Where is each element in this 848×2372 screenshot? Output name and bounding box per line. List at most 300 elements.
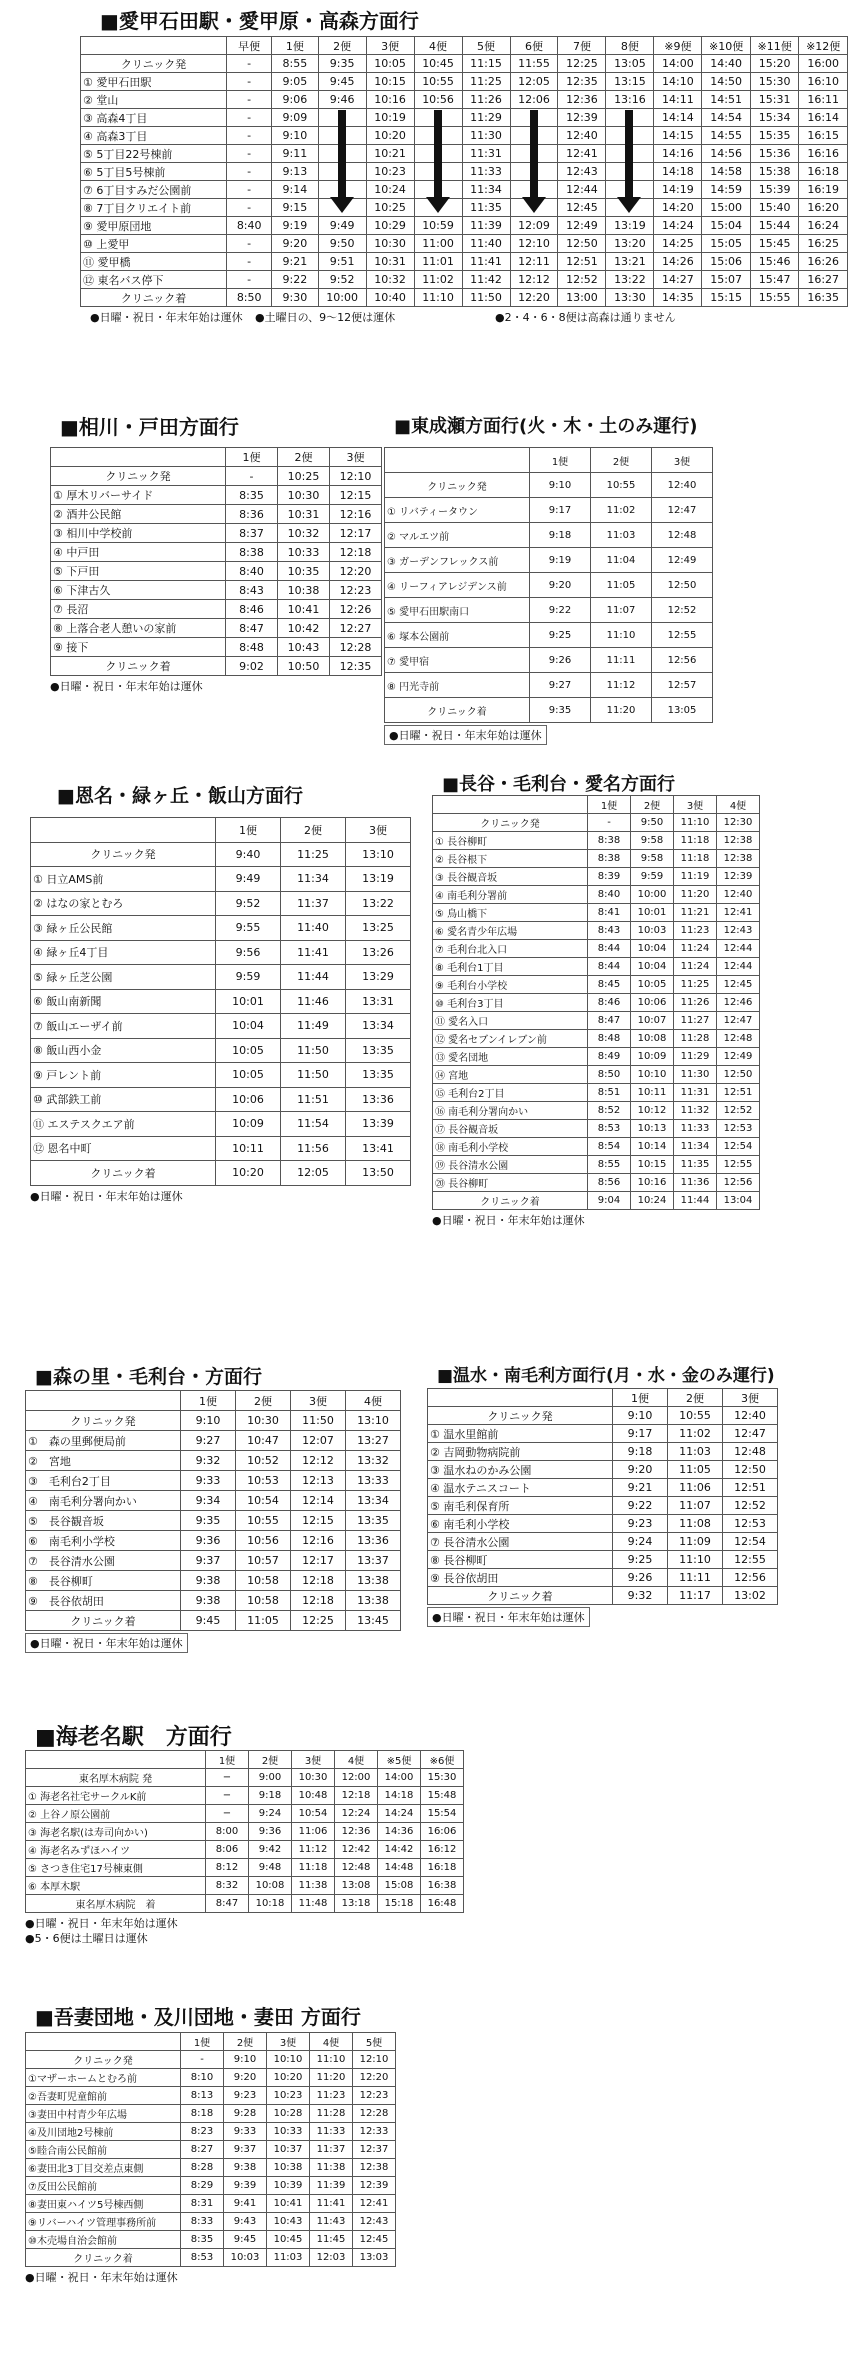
table-row: [26, 2087, 396, 2105]
departure-time: 11:56: [281, 1136, 346, 1161]
stop-name: ① 海老名社宅サークルK前: [26, 1787, 206, 1805]
departure-time: 12:17: [330, 524, 382, 543]
stop-name: ⑥ 本厚木駅: [26, 1877, 206, 1895]
departure-time: 11:42: [462, 271, 510, 289]
stop-name: ⑦ 6丁目すみだ公園前: [81, 181, 227, 199]
table-row: [81, 73, 848, 91]
departure-time: 12:52: [558, 271, 606, 289]
table-row: [81, 163, 848, 181]
section-title: ■温水・南毛利方面行(月・水・金のみ運行): [437, 1366, 775, 1386]
departure-time: 13:29: [346, 965, 411, 990]
departure-time: 15:38: [750, 163, 799, 181]
departure-time: 12:23: [353, 2087, 396, 2105]
departure-time: 12:49: [652, 548, 713, 573]
stop-name: ⑪ 愛名入口: [433, 1012, 588, 1030]
departure-time: 14:35: [654, 289, 702, 307]
table-row: [26, 1787, 464, 1805]
table-row: [433, 1156, 760, 1174]
column-header: 4便: [335, 1751, 378, 1769]
stop-name: ④ 南毛利分署向かい: [26, 1491, 181, 1511]
departure-time: 8:31: [181, 2195, 224, 2213]
departure-time: 11:33: [310, 2123, 353, 2141]
departure-time: 15:20: [750, 55, 799, 73]
departure-time: 9:25: [613, 1551, 668, 1569]
table-row: [81, 289, 848, 307]
departure-time: 10:40: [366, 289, 414, 307]
departure-time: 10:55: [591, 473, 652, 498]
departure-time: 14:14: [654, 109, 702, 127]
departure-time: 11:10: [414, 289, 462, 307]
departure-time: 13:50: [346, 1161, 411, 1186]
departure-time: 8:06: [206, 1841, 249, 1859]
departure-time: 10:25: [366, 199, 414, 217]
stop-name: ⑧ 毛利台1丁目: [433, 958, 588, 976]
departure-time: 9:09: [272, 109, 319, 127]
departure-time: 13:39: [346, 1112, 411, 1137]
departure-time: -: [227, 127, 272, 145]
departure-time: 11:05: [668, 1461, 723, 1479]
departure-time: 9:24: [613, 1533, 668, 1551]
departure-time: 11:37: [310, 2141, 353, 2159]
stop-name: ①マザーホームとむろ前: [26, 2069, 181, 2087]
section-higashi-naruse: [384, 407, 713, 741]
departure-time: 10:31: [366, 253, 414, 271]
table-row: [31, 1161, 411, 1186]
departure-time: 10:29: [366, 217, 414, 235]
table-row: [31, 891, 411, 916]
table-row: [81, 127, 848, 145]
departure-time: 11:41: [462, 253, 510, 271]
departure-time: 14:25: [654, 235, 702, 253]
table-row: [26, 1411, 401, 1431]
departure-time: 10:15: [631, 1156, 674, 1174]
departure-time: 11:29: [674, 1048, 717, 1066]
stop-name: ① リバティータウン: [385, 498, 530, 523]
departure-time: 11:02: [591, 498, 652, 523]
service-note: ●日曜・祝日・年末年始は運休: [90, 311, 243, 324]
stop-name: ② 酒井公民館: [51, 505, 226, 524]
departure-time: 16:48: [421, 1895, 464, 1913]
header-row: [428, 1389, 778, 1407]
departure-time: 8:35: [181, 2231, 224, 2249]
table-row: [385, 598, 713, 623]
departure-time: 11:00: [414, 235, 462, 253]
timetable: [427, 1388, 778, 1605]
departure-time: 11:46: [281, 989, 346, 1014]
departure-time: −: [206, 1769, 249, 1787]
departure-time: -: [588, 814, 631, 832]
departure-time: 9:32: [181, 1451, 236, 1471]
departure-time: 11:32: [674, 1102, 717, 1120]
departure-time: 13:45: [346, 1611, 401, 1631]
departure-time: 16:18: [799, 163, 848, 181]
table-row: [26, 1531, 401, 1551]
departure-time: -: [227, 235, 272, 253]
stop-name: ① 愛甲石田駅: [81, 73, 227, 91]
departure-time: 11:34: [462, 181, 510, 199]
column-header: 4便: [346, 1391, 401, 1411]
departure-time: 12:13: [291, 1471, 346, 1491]
table-row: [31, 1014, 411, 1039]
table-row: [51, 562, 382, 581]
stop-name: ⑫ 恩名中町: [31, 1136, 216, 1161]
departure-time: 11:23: [674, 922, 717, 940]
section-title: ■吾妻団地・及川団地・妻田 方面行: [35, 2005, 361, 2029]
table-row: [31, 842, 411, 867]
table-row: [26, 2195, 396, 2213]
section-azuma-oikawa: [25, 2002, 396, 2285]
departure-time: 8:52: [588, 1102, 631, 1120]
stop-name: ④及川団地2号棟前: [26, 2123, 181, 2141]
table-row: [433, 976, 760, 994]
departure-time: 9:20: [224, 2069, 267, 2087]
service-note: ●日曜・祝日・年末年始は運休: [432, 1214, 585, 1227]
departure-time: 15:48: [421, 1787, 464, 1805]
departure-time: 11:33: [462, 163, 510, 181]
departure-time: 8:55: [272, 55, 319, 73]
departure-time: 12:37: [353, 2141, 396, 2159]
departure-time: 12:48: [652, 523, 713, 548]
departure-time: 12:54: [717, 1138, 760, 1156]
table-row: [433, 1012, 760, 1030]
departure-time: 12:57: [652, 673, 713, 698]
departure-time: 10:04: [631, 958, 674, 976]
departure-time: 11:35: [462, 199, 510, 217]
departure-time: 12:47: [717, 1012, 760, 1030]
departure-time: 10:16: [631, 1174, 674, 1192]
departure-time: 13:19: [346, 867, 411, 892]
departure-time: 11:25: [281, 842, 346, 867]
departure-time: 10:06: [631, 994, 674, 1012]
stop-name: ⑥ 愛名青少年広場: [433, 922, 588, 940]
table-row: [433, 1030, 760, 1048]
table-row: [433, 886, 760, 904]
departure-time: 12:09: [510, 217, 558, 235]
departure-time: 9:21: [272, 253, 319, 271]
departure-time: -: [227, 109, 272, 127]
departure-time: 13:16: [606, 91, 654, 109]
stop-name: ⑫ 東名バス停下: [81, 271, 227, 289]
departure-time: 15:39: [750, 181, 799, 199]
table-row: [51, 467, 382, 486]
departure-time: 9:14: [272, 181, 319, 199]
column-header: 4便: [717, 796, 760, 814]
departure-time: 9:00: [249, 1769, 292, 1787]
departure-time: 9:40: [216, 842, 281, 867]
departure-time: 14:40: [702, 55, 751, 73]
section-title: ■森の里・毛利台・方面行: [35, 1366, 262, 1388]
column-header: 3便: [330, 448, 382, 467]
header-row: [26, 1751, 464, 1769]
departure-time: 16:10: [799, 73, 848, 91]
departure-time: 12:20: [330, 562, 382, 581]
departure-time: 10:12: [631, 1102, 674, 1120]
stop-name: ⑤ 5丁目22号棟前: [81, 145, 227, 163]
timetable: [50, 447, 382, 676]
stop-name: 東名厚木病院 着: [26, 1895, 206, 1913]
stop-name: ⑪ エステスクエア前: [31, 1112, 216, 1137]
departure-time: 10:04: [216, 1014, 281, 1039]
departure-time: 12:10: [353, 2051, 396, 2069]
departure-time: 8:38: [226, 543, 278, 562]
departure-time: 12:18: [291, 1591, 346, 1611]
stop-name: ④ リーフィアレジデンス前: [385, 573, 530, 598]
departure-time: 16:12: [421, 1841, 464, 1859]
timetable: [432, 795, 760, 1210]
column-header: ※9便: [654, 37, 702, 55]
departure-time: 12:56: [723, 1569, 778, 1587]
column-header: 3便: [291, 1391, 346, 1411]
departure-time: 9:19: [530, 548, 591, 573]
stop-name: ⑦ 長沼: [51, 600, 226, 619]
departure-time: 12:43: [558, 163, 606, 181]
timetable: [80, 36, 848, 307]
table-row: [433, 1138, 760, 1156]
section-aikawa-toda: [50, 407, 382, 694]
departure-time: 10:00: [631, 886, 674, 904]
departure-time: 10:45: [267, 2231, 310, 2249]
departure-time: 9:51: [318, 253, 366, 271]
departure-time: 11:03: [267, 2249, 310, 2267]
table-row: [31, 1038, 411, 1063]
departure-time: 12:40: [558, 127, 606, 145]
column-header: [433, 796, 588, 814]
departure-time: 16:06: [421, 1823, 464, 1841]
service-note: ●日曜・祝日・年末年始は運休: [25, 1633, 188, 1653]
column-header: 3便: [346, 818, 411, 843]
departure-time: 9:55: [216, 916, 281, 941]
stop-name: ① 温水里館前: [428, 1425, 613, 1443]
departure-time: 10:10: [267, 2051, 310, 2069]
header-row: [26, 2033, 396, 2051]
table-row: [26, 2249, 396, 2267]
stop-name: ② 吉岡動物病院前: [428, 1443, 613, 1461]
departure-time: 9:46: [318, 91, 366, 109]
column-header: [26, 1751, 206, 1769]
departure-time: 11:39: [462, 217, 510, 235]
stop-name: ③ 海老名駅(は寿司向かい): [26, 1823, 206, 1841]
departure-time: 12:44: [717, 958, 760, 976]
departure-time: 12:28: [353, 2105, 396, 2123]
section-morinosato: [25, 1365, 401, 1649]
departure-time: 8:44: [588, 940, 631, 958]
departure-time: 8:43: [226, 581, 278, 600]
departure-time: 12:15: [330, 486, 382, 505]
departure-time: 14:59: [702, 181, 751, 199]
departure-time: 12:44: [558, 181, 606, 199]
stop-name: ②吾妻町児童館前: [26, 2087, 181, 2105]
departure-time: 11:31: [674, 1084, 717, 1102]
table-row: [51, 543, 382, 562]
departure-time: 12:44: [717, 940, 760, 958]
table-row: [51, 524, 382, 543]
departure-time: 10:20: [216, 1161, 281, 1186]
departure-time: 9:27: [181, 1431, 236, 1451]
departure-time: 9:38: [224, 2159, 267, 2177]
departure-time: 11:05: [236, 1611, 291, 1631]
stop-name: ③ ガーデンフレックス前: [385, 548, 530, 573]
departure-time: 15:05: [702, 235, 751, 253]
stop-name: クリニック着: [385, 698, 530, 723]
column-header: 2便: [249, 1751, 292, 1769]
stop-name: ④ 緑ヶ丘4丁目: [31, 940, 216, 965]
departure-time: 16:00: [799, 55, 848, 73]
stop-name: ② 堂山: [81, 91, 227, 109]
column-header: 2便: [631, 796, 674, 814]
departure-time: 14:19: [654, 181, 702, 199]
departure-time: 12:47: [652, 498, 713, 523]
down-arrow-icon: [625, 110, 633, 198]
stop-name: ⑤ さつき住宅17号棟東側: [26, 1859, 206, 1877]
departure-time: 15:35: [750, 127, 799, 145]
departure-time: 9:10: [613, 1407, 668, 1425]
column-header: 4便: [414, 37, 462, 55]
departure-time: 10:30: [236, 1411, 291, 1431]
stop-name: ② 上谷ノ原公園前: [26, 1805, 206, 1823]
departure-time: 13:30: [606, 289, 654, 307]
stop-name: ③ 相川中学校前: [51, 524, 226, 543]
departure-time: 14:42: [378, 1841, 421, 1859]
departure-time: 16:11: [799, 91, 848, 109]
departure-time: 11:28: [674, 1030, 717, 1048]
stop-name: ⑯ 南毛利分署向かい: [433, 1102, 588, 1120]
departure-time: 8:53: [588, 1120, 631, 1138]
stop-name: ① 森の里郵便局前: [26, 1431, 181, 1451]
table-row: [428, 1425, 778, 1443]
section-title: ■恩名・緑ヶ丘・飯山方面行: [57, 785, 303, 807]
departure-time: 11:20: [674, 886, 717, 904]
stop-name: ⑤睦合南公民館前: [26, 2141, 181, 2159]
departure-time: 10:35: [278, 562, 330, 581]
departure-time: -: [227, 199, 272, 217]
departure-time: 15:00: [702, 199, 751, 217]
departure-time: 15:31: [750, 91, 799, 109]
departure-time: 11:26: [462, 91, 510, 109]
departure-time: 12:05: [510, 73, 558, 91]
departure-time: 10:55: [668, 1407, 723, 1425]
departure-time: 9:48: [249, 1859, 292, 1877]
stop-name: ⑬ 愛名団地: [433, 1048, 588, 1066]
table-row: [26, 1511, 401, 1531]
table-row: [428, 1533, 778, 1551]
departure-time: 12:48: [723, 1443, 778, 1461]
table-row: [428, 1551, 778, 1569]
departure-time: 16:19: [799, 181, 848, 199]
stop-name: クリニック着: [51, 657, 226, 676]
departure-time: 11:19: [674, 868, 717, 886]
departure-time: 16:35: [799, 289, 848, 307]
stop-name: ⑤ 鳥山橋下: [433, 904, 588, 922]
stop-name: ⑲ 長谷清水公園: [433, 1156, 588, 1174]
departure-time: 10:25: [278, 467, 330, 486]
departure-time: 8:18: [181, 2105, 224, 2123]
departure-time: 12:16: [291, 1531, 346, 1551]
departure-time: 11:54: [281, 1112, 346, 1137]
departure-time: 9:18: [530, 523, 591, 548]
stop-name: ⑧ 飯山西小金: [31, 1038, 216, 1063]
stop-name: ⑧ 長谷柳町: [26, 1571, 181, 1591]
departure-time: 11:10: [668, 1551, 723, 1569]
timetable: [25, 1750, 464, 1913]
stop-name: ④ 温水テニスコート: [428, 1479, 613, 1497]
departure-time: 12:43: [717, 922, 760, 940]
stop-name: ③ 毛利台2丁目: [26, 1471, 181, 1491]
departure-time: 14:50: [702, 73, 751, 91]
departure-time: 13:05: [652, 698, 713, 723]
departure-time: 9:58: [631, 832, 674, 850]
table-row: [26, 2069, 396, 2087]
departure-time: 14:55: [702, 127, 751, 145]
table-row: [433, 1048, 760, 1066]
timetable: [25, 2032, 396, 2267]
departure-time: -: [226, 467, 278, 486]
departure-time: 13:38: [346, 1591, 401, 1611]
table-row: [385, 673, 713, 698]
table-row: [433, 814, 760, 832]
departure-time: 10:14: [631, 1138, 674, 1156]
header-row: [51, 448, 382, 467]
table-row: [31, 989, 411, 1014]
departure-time: 10:50: [278, 657, 330, 676]
stop-name: クリニック発: [81, 55, 227, 73]
departure-time: 10:01: [216, 989, 281, 1014]
stop-name: クリニック着: [81, 289, 227, 307]
section-title: ■相川・戸田方面行: [60, 415, 239, 439]
stop-name: ⑧ 7丁目クリエイト前: [81, 199, 227, 217]
departure-time: 11:40: [281, 916, 346, 941]
departure-time: 9:17: [530, 498, 591, 523]
departure-time: 10:30: [366, 235, 414, 253]
departure-time: 12:48: [335, 1859, 378, 1877]
timetable: [384, 447, 713, 723]
column-header: 3便: [366, 37, 414, 55]
column-header: 1便: [216, 818, 281, 843]
stop-name: ③ 高森4丁目: [81, 109, 227, 127]
departure-time: 9:59: [631, 868, 674, 886]
column-header: 1便: [206, 1751, 249, 1769]
column-header: ※6便: [421, 1751, 464, 1769]
departure-time: 14:24: [378, 1805, 421, 1823]
departure-time: 14:54: [702, 109, 751, 127]
departure-time: 12:10: [330, 467, 382, 486]
table-row: [26, 2123, 396, 2141]
departure-time: 10:43: [267, 2213, 310, 2231]
departure-time: 12:50: [652, 573, 713, 598]
departure-time: 11:01: [414, 253, 462, 271]
departure-time: 8:41: [588, 904, 631, 922]
departure-time: 12:07: [291, 1431, 346, 1451]
table-row: [26, 1823, 464, 1841]
departure-time: 13:10: [346, 1411, 401, 1431]
table-row: [31, 916, 411, 941]
departure-time: 15:55: [750, 289, 799, 307]
departure-time: 10:09: [631, 1048, 674, 1066]
departure-time: 11:50: [281, 1038, 346, 1063]
stop-name: ⑥ 飯山南新聞: [31, 989, 216, 1014]
stop-name: ② 宮地: [26, 1451, 181, 1471]
departure-time: 15:40: [750, 199, 799, 217]
departure-time: 10:01: [631, 904, 674, 922]
departure-time: 13:34: [346, 1491, 401, 1511]
column-header: [26, 2033, 181, 2051]
stop-name: ⑧ 円光寺前: [385, 673, 530, 698]
departure-time: 11:06: [292, 1823, 335, 1841]
column-header: 1便: [181, 2033, 224, 2051]
departure-time: 11:49: [281, 1014, 346, 1039]
table-row: [51, 581, 382, 600]
table-row: [81, 91, 848, 109]
table-row: [26, 1841, 464, 1859]
